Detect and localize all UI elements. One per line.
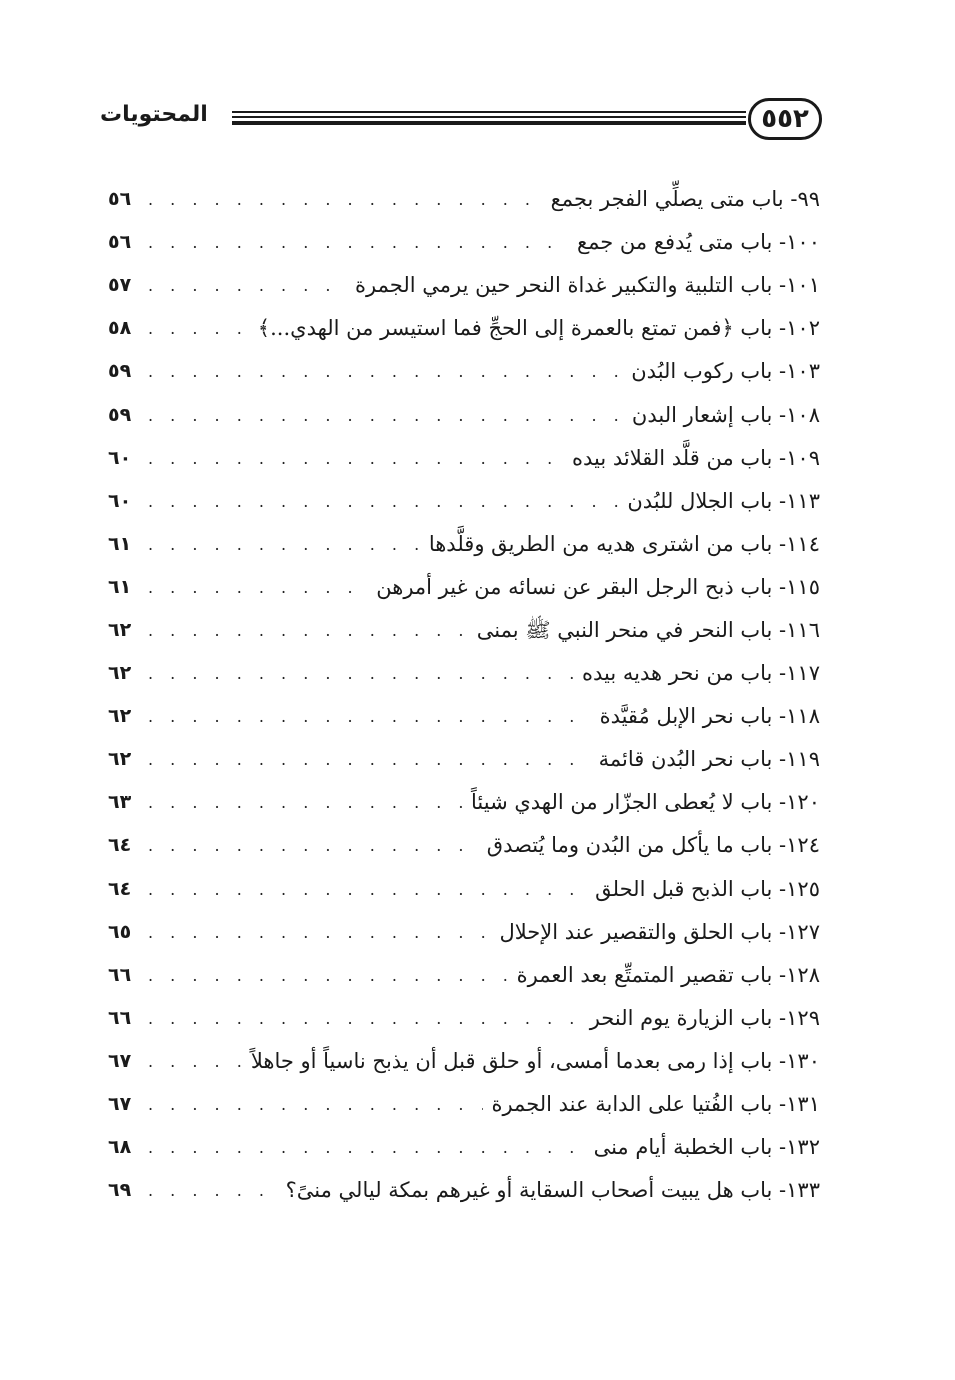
toc-entry-title: ١١٣- باب الجلال للبُدن	[627, 488, 820, 513]
toc-dot-leader	[148, 868, 587, 911]
toc-entry-title: ١٠١- باب التلبية والتكبير غداة النحر حين يرمي الجمرة	[355, 273, 820, 298]
toc-entry	[108, 178, 820, 221]
toc-entry	[108, 1126, 820, 1169]
toc-dot-leader	[148, 1040, 243, 1083]
toc-entry-title: ١٠٣- باب ركوب البُدن	[631, 359, 820, 384]
toc-entry-page: ٦٢	[108, 662, 132, 685]
toc-entry-page: ٦٢	[108, 748, 132, 771]
toc-entry	[108, 781, 820, 824]
toc-entry-page: ٥٧	[108, 274, 132, 297]
toc-entry-page: ٦١	[108, 532, 132, 555]
toc-dot-leader	[148, 609, 469, 652]
toc-entry	[108, 307, 820, 350]
toc-dot-leader	[148, 738, 591, 781]
toc-entry-title: ١١٦- باب النحر في منحر النبي ﷺ بمنى	[476, 617, 820, 642]
page-number-badge: ٥٥٢	[748, 98, 822, 140]
toc-entry-page: ٦٩	[108, 1179, 132, 1202]
toc-entry-title: ١١٩- باب نحر البُدن قائمة	[598, 747, 820, 772]
toc-entry-page: ٦٢	[108, 618, 132, 641]
toc-entry	[108, 954, 820, 997]
toc-entry-title: ٩٩- باب متى يصلِّي الفجر بجمع	[550, 187, 820, 212]
toc-entry-title: ١٢٩- باب الزيارة يوم النحر	[589, 1005, 820, 1030]
toc-entry	[108, 652, 820, 695]
toc-entry	[108, 911, 820, 954]
toc-entry-title: ١٢٠- باب لا يُعطى الجزّار من الهدي شيئاً	[471, 790, 820, 815]
table-of-contents	[108, 178, 820, 1212]
toc-dot-leader	[148, 394, 624, 437]
toc-entry-title: ١٢٧- باب الحلق والتقصير عند الإحلال	[499, 919, 820, 944]
toc-entry-page: ٥٨	[108, 317, 132, 340]
toc-entry	[108, 566, 820, 609]
toc-dot-leader	[148, 1083, 483, 1126]
toc-entry-title: ١١٥- باب ذبح الرجل البقر عن نسائه من غير أمرهن	[376, 574, 820, 599]
toc-entry	[108, 1083, 820, 1126]
toc-entry	[108, 695, 820, 738]
toc-dot-leader	[148, 911, 491, 954]
toc-entry	[108, 480, 820, 523]
toc-entry-page: ٦٨	[108, 1136, 132, 1159]
toc-dot-leader	[148, 350, 623, 393]
toc-entry-title: ١٣١- باب الفُتيا على الدابة عند الجمرة	[491, 1092, 820, 1117]
toc-entry-page: ٦٣	[108, 791, 132, 814]
toc-entry-page: ٦٧	[108, 1049, 132, 1072]
toc-entry-page: ٦٠	[108, 446, 132, 469]
toc-entry-page: ٦٤	[108, 877, 132, 900]
toc-entry	[108, 738, 820, 781]
toc-entry-page: ٦٦	[108, 963, 132, 986]
toc-dot-leader	[148, 221, 569, 264]
toc-entry-title: ١٣٠- باب إذا رمى بعدما أمسى، أو حلق قبل أن يذبح ناسياً أو جاهلاً	[250, 1048, 820, 1073]
toc-entry-page: ٦٥	[108, 920, 132, 943]
toc-entry-page: ٦١	[108, 575, 132, 598]
toc-dot-leader	[148, 824, 479, 867]
toc-entry	[108, 393, 820, 436]
toc-entry-title: ١٢٨- باب تقصير المتمتِّع بعد العمرة	[516, 962, 820, 987]
toc-entry	[108, 437, 820, 480]
toc-entry-page: ٦٤	[108, 834, 132, 857]
toc-entry-title: ١٢٤- باب ما يأكل من البُدن وما يُتصدق	[486, 833, 820, 858]
toc-entry	[108, 824, 820, 867]
toc-dot-leader	[148, 954, 509, 997]
toc-entry-title: ١٢٥- باب الذبح قبل الحلق	[595, 876, 820, 901]
toc-dot-leader	[148, 695, 592, 738]
toc-entry-page: ٦٢	[108, 705, 132, 728]
toc-dot-leader	[148, 997, 582, 1040]
toc-entry-page: ٥٩	[108, 360, 132, 383]
toc-dot-leader	[148, 781, 463, 824]
toc-entry	[108, 523, 820, 566]
toc-entry-title: ١٠٨- باب إشعار البدن	[631, 402, 820, 427]
toc-entry-title: ١٠٩- باب من قلَّد القلائد بيده	[571, 445, 820, 470]
toc-entry	[108, 1040, 820, 1083]
toc-entry-page: ٥٩	[108, 403, 132, 426]
toc-dot-leader	[148, 178, 543, 221]
page-header	[100, 96, 822, 146]
toc-entry-page: ٦٠	[108, 489, 132, 512]
toc-entry-title: ١٠٠- باب متى يُدفع من جمع	[576, 230, 820, 255]
toc-entry	[108, 264, 820, 307]
toc-entry	[108, 221, 820, 264]
toc-entry-page: ٦٦	[108, 1006, 132, 1029]
toc-entry	[108, 350, 820, 393]
toc-entry-page: ٥٦	[108, 231, 132, 254]
toc-dot-leader	[148, 437, 564, 480]
toc-entry-title: ١١٧- باب من نحر هديه بيده	[582, 661, 820, 686]
section-title: المحتويات	[100, 102, 208, 127]
header-rule	[232, 111, 746, 125]
toc-entry	[108, 609, 820, 652]
toc-entry-page: ٦٧	[108, 1093, 132, 1116]
toc-dot-leader	[148, 264, 347, 307]
toc-entry-title: ١٠٢- باب ﴿فمن تمتع بالعمرة إلى الحجِّ فما استيسر من الهدي...﴾	[257, 316, 820, 341]
toc-entry-title: ١١٨- باب نحر الإبل مُقيَّدة	[599, 704, 820, 729]
toc-entry-page: ٥٦	[108, 188, 132, 211]
toc-dot-leader	[148, 307, 250, 350]
toc-entry	[108, 868, 820, 911]
toc-dot-leader	[148, 1126, 586, 1169]
toc-entry	[108, 1169, 820, 1212]
toc-entry-title: ١٣٣- باب هل يبيت أصحاب السقاية أو غيرهم بمكة ليالي منىً؟	[285, 1178, 820, 1203]
toc-dot-leader	[148, 1169, 278, 1212]
toc-entry-title: ١١٤- باب من اشترى هديه من الطريق وقلَّدها	[428, 531, 820, 556]
toc-dot-leader	[148, 566, 368, 609]
toc-entry	[108, 997, 820, 1040]
toc-dot-leader	[148, 523, 421, 566]
toc-dot-leader	[148, 480, 619, 523]
toc-entry-title: ١٣٢- باب الخطبة أيام منى	[593, 1135, 820, 1160]
toc-dot-leader	[148, 652, 574, 695]
